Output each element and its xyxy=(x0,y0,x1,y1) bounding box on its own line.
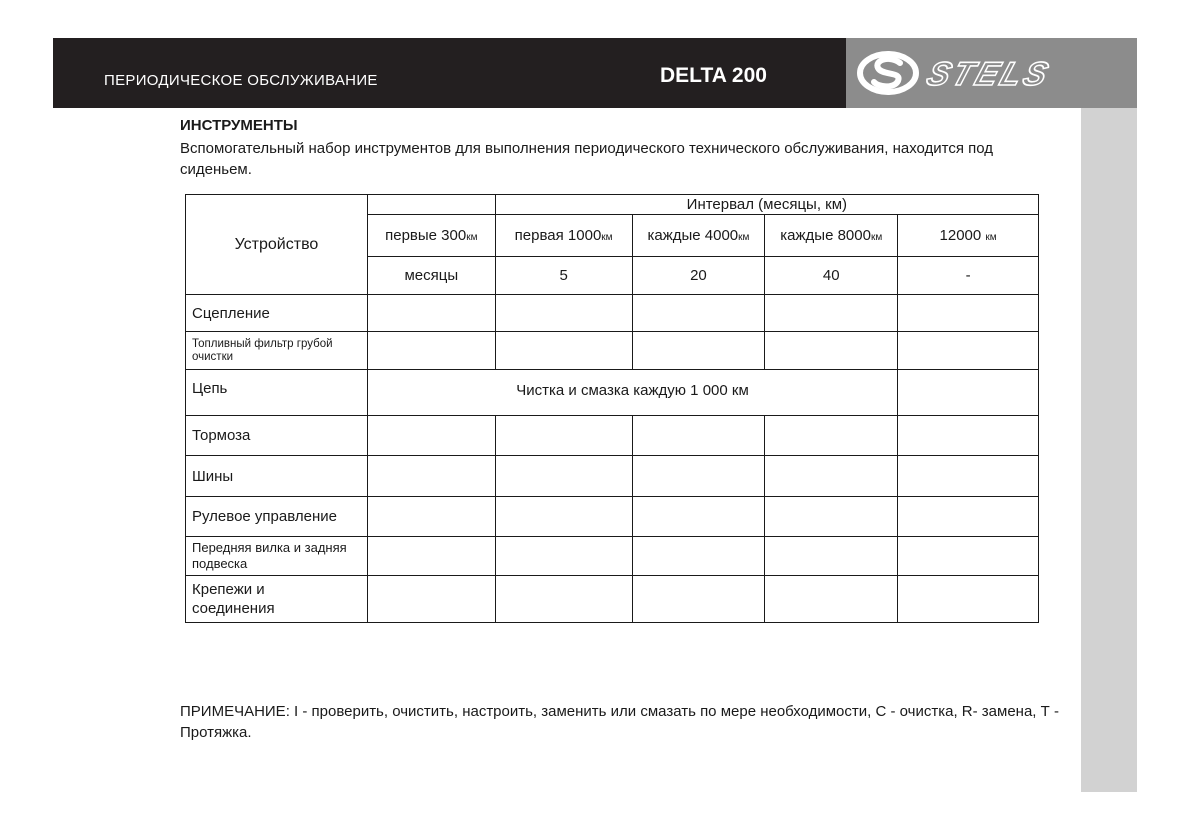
device-name: Крепежи и соединения xyxy=(186,576,368,623)
table-cell xyxy=(367,576,495,623)
brand-logo-box xyxy=(846,38,1137,108)
table-row xyxy=(186,456,1039,497)
month-cell: 20 xyxy=(632,257,765,295)
table-row xyxy=(186,416,1039,456)
tools-text: Вспомогательный набор инструментов для выполнения периодического технического обслуживания, находится под сиденьем. xyxy=(180,140,994,178)
interval-header: Интервал (месяцы, км) xyxy=(495,195,1038,215)
table-row xyxy=(186,497,1039,537)
table-cell xyxy=(632,497,765,537)
table-cell xyxy=(367,295,495,332)
month-cell: - xyxy=(898,257,1039,295)
footnote: ПРИМЕЧАНИЕ: I - проверить, очистить, настроить, заменить или смазать по мере необходимости, С - очистка, R- замена, Т - Протяжка. xyxy=(180,703,1059,741)
table-cell xyxy=(898,332,1039,370)
table-cell xyxy=(495,295,632,332)
table-cell xyxy=(367,537,495,576)
device-name: Шины xyxy=(186,456,368,497)
table-cell xyxy=(765,576,898,623)
km-col-1: первые 300км xyxy=(367,215,495,257)
device-name: Тормоза xyxy=(186,416,368,456)
device-header: Устройство xyxy=(186,195,368,295)
table-row xyxy=(186,370,1039,416)
chain-service-text: Чистка и смазка каждую 1 000 км xyxy=(367,370,897,416)
table-cell xyxy=(898,295,1039,332)
table-cell xyxy=(765,537,898,576)
stels-logo-icon xyxy=(846,38,1137,108)
table-cell xyxy=(765,497,898,537)
table-cell xyxy=(632,416,765,456)
table-header-row xyxy=(186,195,1039,215)
table-cell xyxy=(367,497,495,537)
table-cell xyxy=(898,497,1039,537)
table-cell xyxy=(632,537,765,576)
tools-heading: ИНСТРУМЕНТЫ xyxy=(180,117,298,134)
table-cell xyxy=(765,332,898,370)
device-name: Топливный фильтр грубой очистки xyxy=(186,332,368,370)
table-cell xyxy=(632,332,765,370)
table-cell xyxy=(898,456,1039,497)
device-name: Рулевое управление xyxy=(186,497,368,537)
table-cell xyxy=(632,456,765,497)
table-cell xyxy=(632,576,765,623)
km-col-2: первая 1000км xyxy=(495,215,632,257)
table-cell xyxy=(898,416,1039,456)
table-cell xyxy=(632,295,765,332)
table-cell xyxy=(765,456,898,497)
month-cell: 40 xyxy=(765,257,898,295)
svg-text:STELS: STELS xyxy=(922,55,1056,93)
table-cell xyxy=(367,332,495,370)
table-row xyxy=(186,576,1039,623)
empty-header-cell xyxy=(367,195,495,215)
section-title: ПЕРИОДИЧЕСКОЕ ОБСЛУЖИВАНИЕ xyxy=(104,72,378,89)
table-cell xyxy=(898,576,1039,623)
table-cell xyxy=(495,537,632,576)
table-cell xyxy=(367,456,495,497)
km-col-5: 12000 км xyxy=(898,215,1039,257)
table-cell xyxy=(898,370,1039,416)
table-cell xyxy=(765,295,898,332)
km-col-4: каждые 8000км xyxy=(765,215,898,257)
table-cell xyxy=(495,456,632,497)
table-cell xyxy=(367,416,495,456)
side-strip xyxy=(1081,108,1137,792)
month-cell: 5 xyxy=(495,257,632,295)
device-name: Цепь xyxy=(186,370,368,416)
maintenance-table xyxy=(185,194,1039,623)
month-cell: месяцы xyxy=(367,257,495,295)
table-cell xyxy=(765,416,898,456)
table-cell xyxy=(495,416,632,456)
device-name: Передняя вилка и задняя подвеска xyxy=(186,537,368,576)
table-row xyxy=(186,332,1039,370)
model-name: DELTA 200 xyxy=(660,64,767,87)
km-col-3: каждые 4000км xyxy=(632,215,765,257)
table-row xyxy=(186,295,1039,332)
table-cell xyxy=(495,497,632,537)
table-cell xyxy=(495,332,632,370)
table-cell xyxy=(898,537,1039,576)
table-row xyxy=(186,537,1039,576)
device-name: Сцепление xyxy=(186,295,368,332)
table-cell xyxy=(495,576,632,623)
